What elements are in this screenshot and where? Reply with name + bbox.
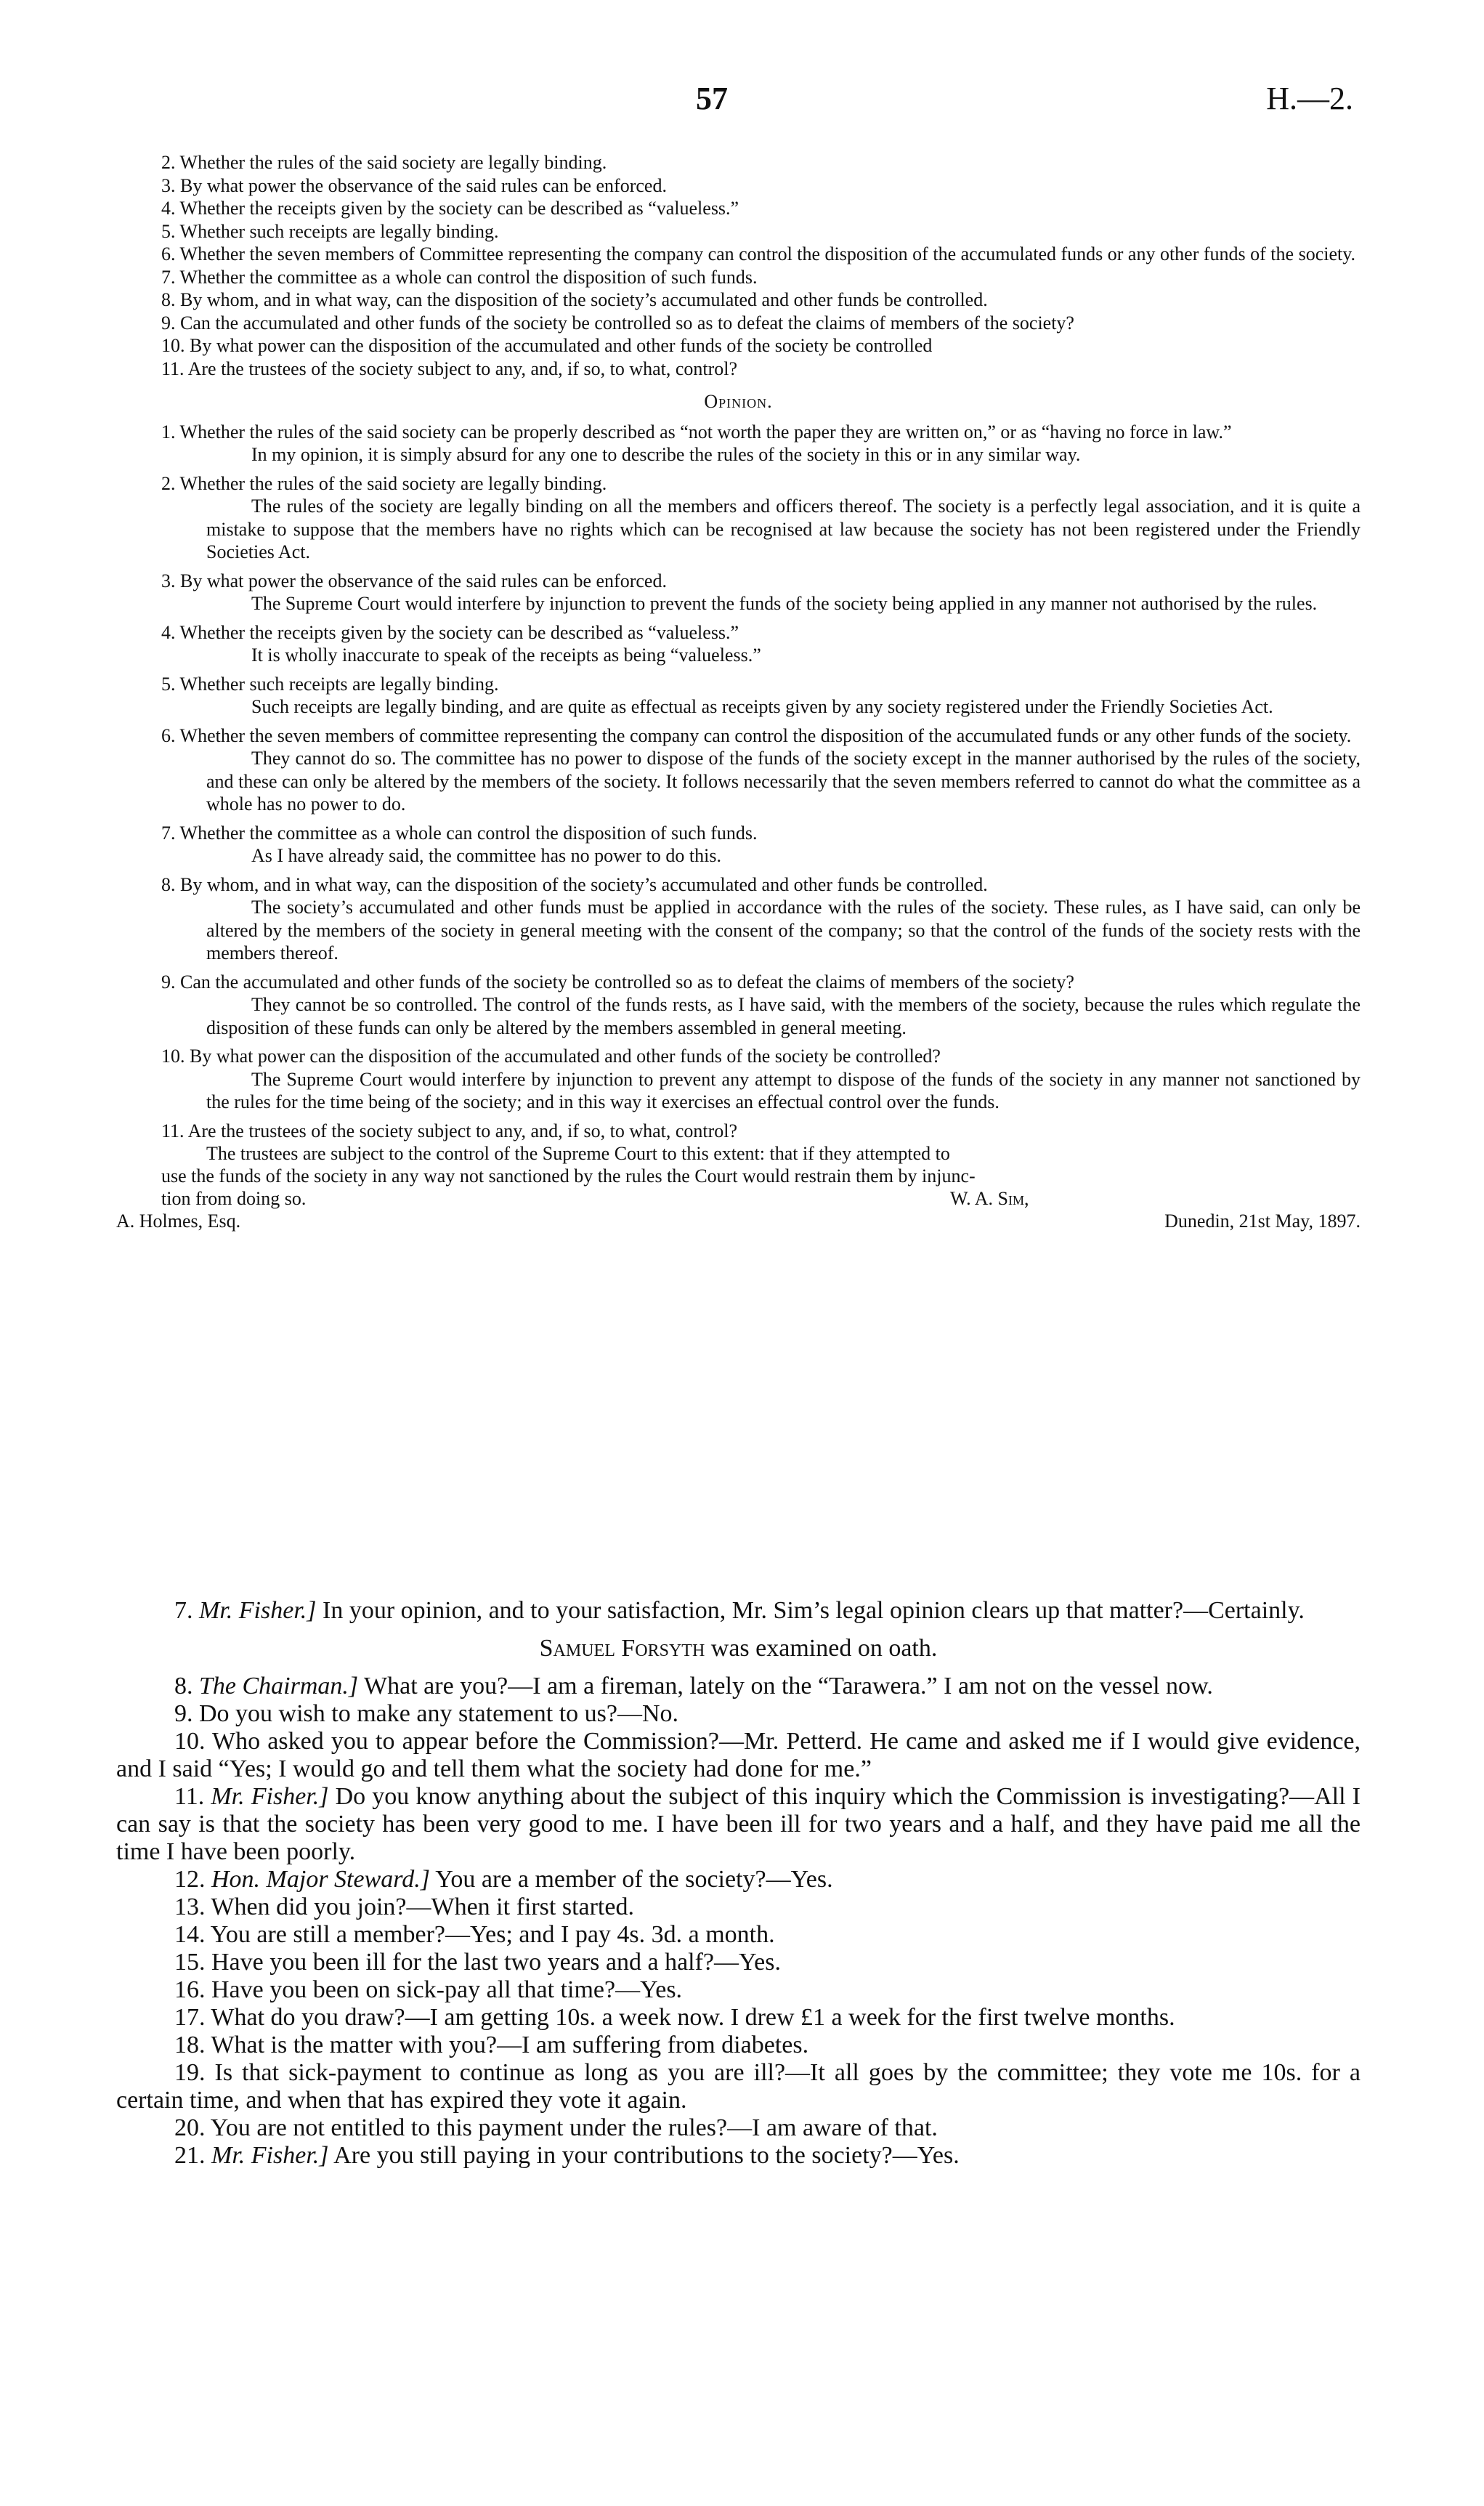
opinion-question: 4. Whether the receipts given by the society can be described as “valueless.”: [161, 621, 739, 643]
opinion-question: 5. Whether such receipts are legally binding.: [161, 673, 499, 695]
addressee: A. Holmes, Esq.: [116, 1210, 241, 1232]
opinion-answer: The society’s accumulated and other funds must be applied in accordance with the rules of the society. These rules, as I have said, can only be altered by the members of the society in general meeting with the consent of the company; so that the control of the funds of the society rests with the members thereof.: [206, 897, 1361, 963]
witness-name: Samuel Forsyth: [539, 1635, 705, 1662]
opinion-question: 7. Whether the committee as a whole can control the disposition of such funds.: [161, 822, 758, 844]
evidence-question: 10. Who asked you to appear before the Commission?—Mr. Petterd. He came and asked me if I would give evidence, and I said “Yes; I would go and tell them what the society had done for me.”: [116, 1728, 1361, 1782]
opinion-question: 2. Whether the rules of the said society are legally binding.: [161, 472, 607, 494]
evidence-question: [116, 1673, 1361, 1700]
question-number: 8.: [174, 1673, 193, 1699]
answer-text: use the funds of the society in any way not sanctioned by the rules the Court would restrain them by injunc-: [161, 1165, 976, 1187]
evidence-question: 18. What is the matter with you?—I am suffering from diabetes.: [174, 2032, 809, 2058]
speaker: Mr. Fisher.]: [199, 1597, 317, 1624]
opinion-question: 6. Whether the seven members of committee representing the company can control the disposition of the accumulated funds or any other funds of the society.: [161, 724, 1352, 746]
evidence-question: 19. Is that sick-payment to continue as long as you are ill?—It all goes by the committee; they vote me 10s. for a certain time, and when that has expired they vote it again.: [116, 2059, 1361, 2114]
speaker: The Chairman.]: [199, 1673, 359, 1699]
question-text: In your opinion, and to your satisfaction, Mr. Sim’s legal opinion clears up that matter?—Certainly.: [323, 1597, 1305, 1624]
question-number: 21.: [174, 2142, 206, 2169]
opinion-question: 1. Whether the rules of the said society can be properly described as “not worth the paper they are written on,” or as “having no force in law.”: [161, 421, 1232, 442]
opinion-answer: They cannot do so. The committee has no power to dispose of the funds of the society except in the manner authorised by the rules of the society, and these can only be altered by the members of the society. It follows necessarily that the seven members referred to cannot do what the committee as a whole has no power to do.: [206, 748, 1361, 815]
speaker: Mr. Fisher.]: [211, 1783, 329, 1810]
question-item: 6. Whether the seven members of Committee representing the company can control the disposition of the accumulated funds or any other funds of the society.: [161, 243, 1356, 264]
signature-line: [116, 1187, 1361, 1210]
evidence-question: [116, 2142, 1361, 2170]
opinion-question: 11. Are the trustees of the society subject to any, and, if so, to what, control?: [161, 1120, 738, 1141]
question-text: You are a member of the society?—Yes.: [435, 1866, 833, 1893]
answer-text: tion from doing so.: [161, 1188, 307, 1209]
evidence-question: 15. Have you been ill for the last two years and a half?—Yes.: [174, 1949, 781, 1976]
witness-suffix: was examined on oath.: [710, 1635, 938, 1662]
evidence-question: 13. When did you join?—When it first started.: [174, 1893, 634, 1920]
question-item: 7. Whether the committee as a whole can control the disposition of such funds.: [161, 266, 758, 288]
question-text: Are you still paying in your contributions to the society?—Yes.: [333, 2142, 960, 2169]
opinion-heading: Opinion.: [704, 391, 773, 412]
addressee-line: [116, 1210, 1361, 1232]
evidence-question: [116, 1866, 1361, 1893]
opinion-question: 3. By what power the observance of the said rules can be enforced.: [161, 570, 667, 591]
evidence-question: 17. What do you draw?—I am getting 10s. a week now. I drew £1 a week for the first twelve months.: [174, 2004, 1175, 2031]
witness-line: [116, 1635, 1361, 1662]
question-item: 10. By what power can the disposition of the accumulated and other funds of the society be controlled: [161, 335, 933, 356]
speaker: Mr. Fisher.]: [211, 2142, 329, 2169]
question-item: 11. Are the trustees of the society subject to any, and, if so, to what, control?: [161, 357, 738, 379]
evidence-question: [116, 1783, 1361, 1866]
question-item: 8. By whom, and in what way, can the disposition of the society’s accumulated and other funds be controlled.: [161, 289, 988, 310]
opinion-answer: The Supreme Court would interfere by injunction to prevent any attempt to dispose of the funds of the society in any manner not sanctioned by the rules for the time being of the society; and in this way it exercises an effectual control over the funds.: [206, 1068, 1361, 1112]
question-item: 4. Whether the receipts given by the society can be described as “valueless.”: [161, 198, 739, 219]
page-header: [0, 80, 1484, 124]
evidence-question: 20. You are not entitled to this payment under the rules?—I am aware of that.: [174, 2114, 938, 2141]
opinion-answer: Such receipts are legally binding, and are quite as effectual as receipts given by any society registered under the Friendly Societies Act.: [251, 696, 1273, 717]
evidence-question: [116, 1597, 1361, 1625]
answer-line: [116, 1165, 1361, 1187]
question-number: 11.: [174, 1783, 205, 1810]
answer-line: [116, 1142, 1361, 1165]
question-number: 12.: [174, 1866, 206, 1893]
question-text: What are you?—I am a fireman, lately on the “Tarawera.” I am not on the vessel now.: [364, 1673, 1213, 1699]
questions-block: [116, 151, 1361, 1232]
question-text: Do you know anything about the subject of this inquiry which the Commission is investigating?—All I can say is that the society has been very good to me. I have been ill for two years and a half, and they have paid me all the time I have been poorly.: [116, 1783, 1361, 1865]
opinion-answer: In my opinion, it is simply absurd for any one to describe the rules of the society in this or in any similar way.: [251, 444, 1081, 465]
opinion-question: 8. By whom, and in what way, can the disposition of the society’s accumulated and other funds be controlled.: [161, 873, 988, 895]
question-item: 2. Whether the rules of the said society are legally binding.: [161, 152, 607, 173]
opinion-answer: As I have already said, the committee has no power to do this.: [251, 845, 721, 866]
evidence-question: 9. Do you wish to make any statement to us?—No.: [174, 1700, 679, 1727]
opinion-answer: It is wholly inaccurate to speak of the receipts as being “valueless.”: [251, 644, 761, 666]
opinion-answer: The rules of the society are legally binding on all the members and officers thereof. The society is a perfectly legal association, and it is quite a mistake to suppose that the members have no rights which can be recognised at law because the society has not been registered under the Friendly Societies Act.: [206, 496, 1361, 562]
evidence-question: 16. Have you been on sick-pay all that time?—Yes.: [174, 1976, 683, 2003]
opinion-question: 10. By what power can the disposition of the accumulated and other funds of the society be controlled?: [161, 1046, 941, 1067]
evidence-block: [116, 1597, 1361, 2170]
question-item: 3. By what power the observance of the said rules can be enforced.: [161, 174, 667, 196]
speaker: Hon. Major Steward.]: [211, 1866, 430, 1893]
opinion-answer: The Supreme Court would interfere by injunction to prevent the funds of the society being applied in any manner not authorised by the rules.: [251, 593, 1318, 614]
page-number: 57: [696, 81, 728, 116]
section-code: H.—2.: [1266, 81, 1353, 116]
question-item: 9. Can the accumulated and other funds of the society be controlled so as to defeat the claims of members of the society?: [161, 312, 1074, 334]
opinion-question: 9. Can the accumulated and other funds of the society be controlled so as to defeat the claims of members of the society?: [161, 971, 1074, 993]
opinion-answer: They cannot be so controlled. The control of the funds rests, as I have said, with the members of the society, because the rules which regulate the disposition of these funds can only be altered by the members assembled in general meeting.: [206, 994, 1361, 1038]
question-item: 5. Whether such receipts are legally binding.: [161, 220, 499, 242]
answer-text: The trustees are subject to the control of the Supreme Court to this extent: that if they attempted to: [206, 1143, 950, 1164]
evidence-question: 14. You are still a member?—Yes; and I pay 4s. 3d. a month.: [174, 1921, 775, 1948]
signature-name: W. A. Sim,: [950, 1188, 1029, 1209]
place-date: Dunedin, 21st May, 1897.: [1164, 1210, 1361, 1232]
question-number: 7.: [174, 1597, 193, 1624]
